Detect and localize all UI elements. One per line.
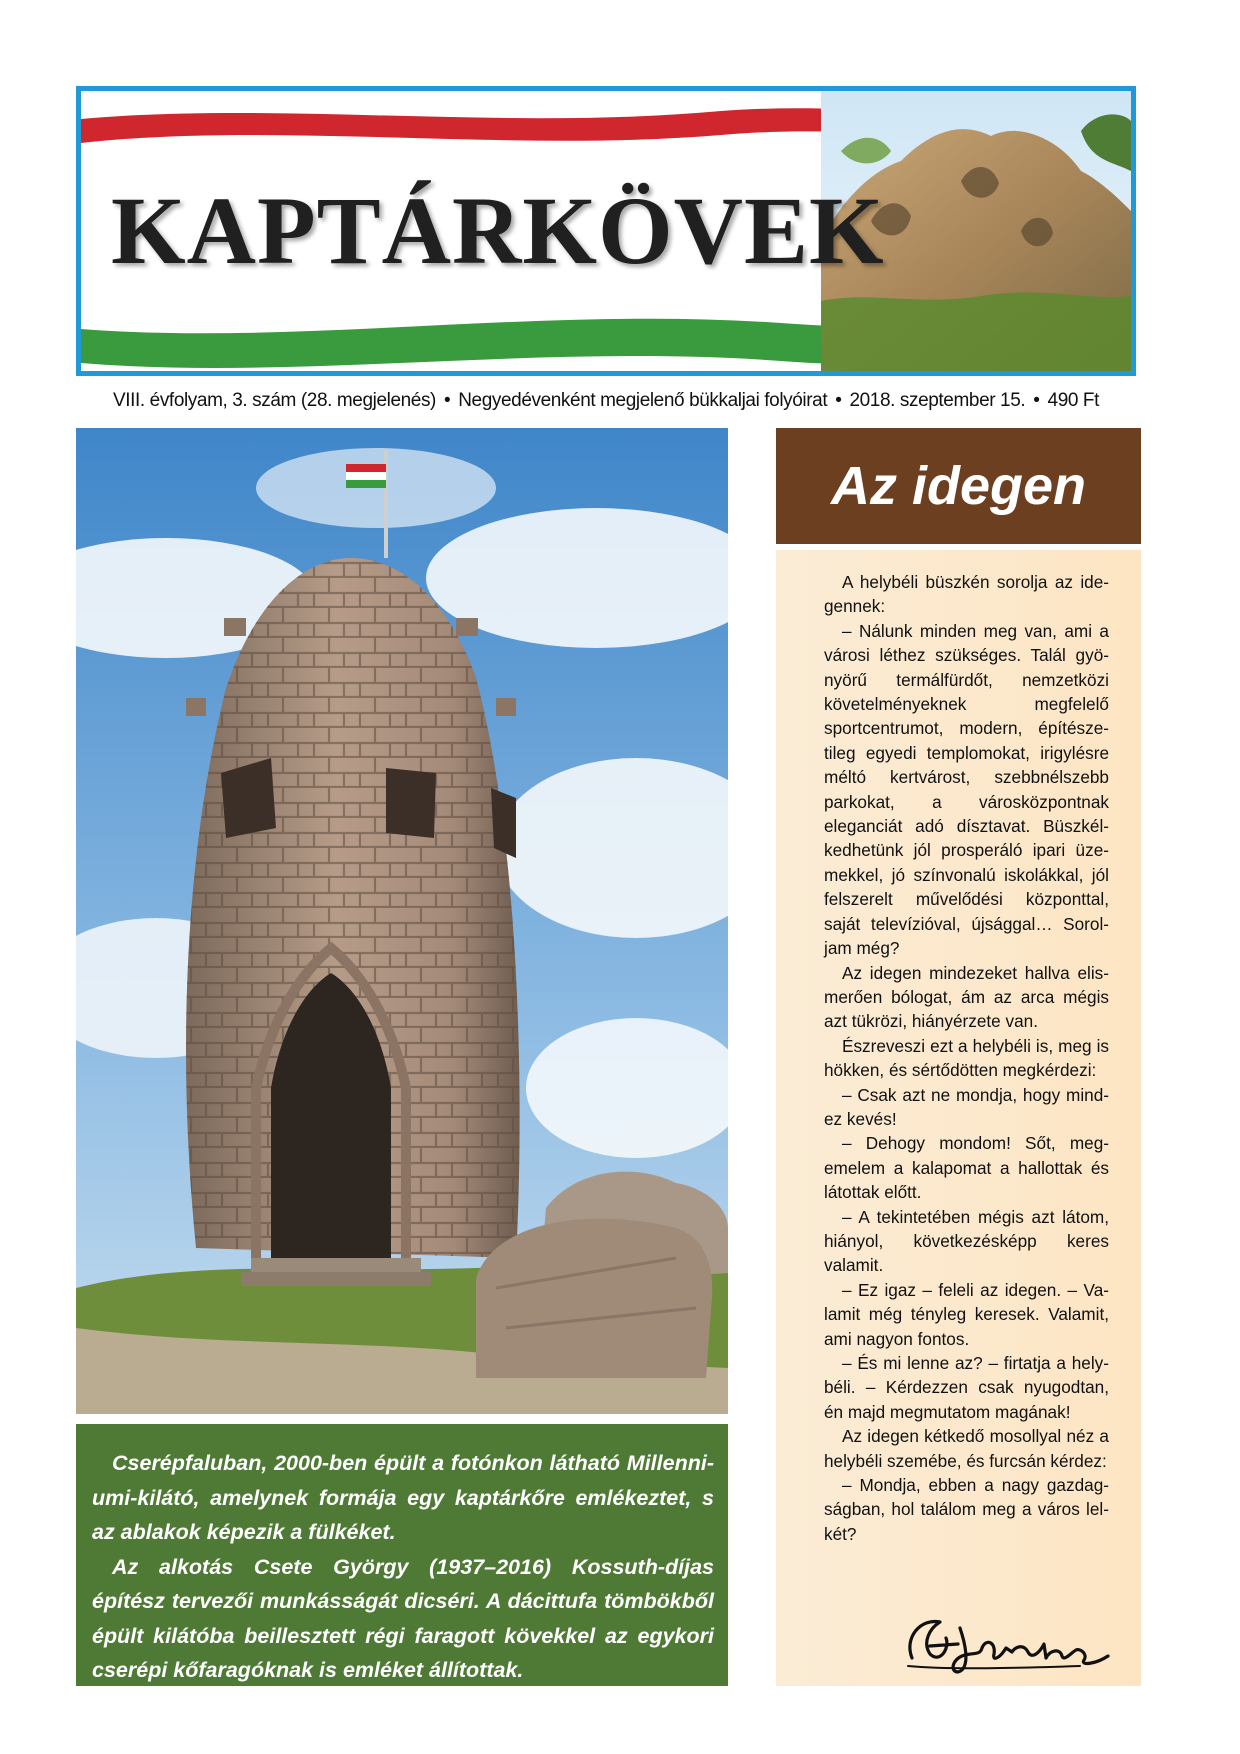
article-paragraph: – Csak azt ne mondja, hogy mindez kevés! <box>824 1084 1109 1129</box>
article-title: Az idegen <box>776 428 1141 544</box>
caption-paragraph: Cserépfaluban, 2000-ben épült a fotónkon látható Millenniumi-kilátó, amelynek formája egy kaptárkőre emlékeztet, s az ablakok képezik a fülkéket. <box>92 1451 714 1544</box>
article-paragraph: – A tekintetében mégis azt látom, hiányol, következésképp keres valamit. <box>824 1206 1109 1276</box>
issue-price: 490 Ft <box>1047 390 1099 411</box>
article-paragraph: A helybéli büszkén sorolja az idegennek: <box>824 572 1109 617</box>
separator-dot: • <box>443 390 451 411</box>
article-paragraph: – Mondja, ebben a nagy gazdagságban, hol találom meg a város lelkét? <box>824 1475 1109 1544</box>
caption-paragraph: Az alkotás Csete György (1937–2016) Kossuth-díjas építész tervezői munkásságát dicséri. A dácittufa tömbökből épült kilátóba beillesztett régi faragott kövekkel az egykori cserépi kőfaragóknak is emléket állítottak. <box>92 1554 714 1682</box>
separator-dot: • <box>835 390 842 411</box>
article-column <box>776 550 1141 1686</box>
article-paragraph: – Dehogy mondom! Sőt, megemelem a kalapomat a hallottak és látottak előtt. <box>824 1133 1109 1203</box>
article-paragraph: – Nálunk minden meg van, ami a városi léthez szükséges. Talál gyönyörű termálfürdőt, nemzetközi követelményeknek megfelelő sportcentrumot, modern, építészetileg egyedi templomokat, irigylésre méltó kertvárost, szebbnélszebb parkokat, a városközpontnak eleganciát adó dísztavat. Büszkélkedhetünk jól prosperáló ipari üzemekkel, jó színvonalú iskolákkal, jól felszerelt művelődési központtal, saját televízióval, újsággal… Soroljam még? <box>824 620 1109 959</box>
issue-volume: VIII. évfolyam, 3. szám (28. megjelenés) <box>113 390 436 411</box>
article-paragraph: Az idegen kétkedő mosollyal néz a helybéli szemébe, és furcsán kérdez: <box>824 1426 1109 1471</box>
article-paragraph: – Ez igaz – feleli az idegen. – Valamit még tényleg keresek. Valamit, ami nagyon fontos. <box>824 1279 1109 1349</box>
photo-caption <box>76 1424 728 1686</box>
article-paragraph: Az idegen mindezeket hallva elismerően bólogat, ám az arca mégis azt tükrözi, hiányérzete van. <box>824 962 1109 1032</box>
tower-photo <box>76 428 728 1414</box>
issue-info-line <box>76 390 1136 412</box>
issue-date: 2018. szeptember 15. <box>849 390 1026 411</box>
article-paragraph: – És mi lenne az? – firtatja a helybéli. – Kérdezzen csak nyugodtan, én majd megmutatom magának! <box>824 1353 1109 1422</box>
separator-dot: • <box>1033 390 1040 411</box>
masthead-logo: KAPTÁRKÖVEK <box>111 177 885 284</box>
author-signature <box>900 1608 1120 1678</box>
masthead <box>76 86 1136 376</box>
issue-description: Negyedévenként megjelenő bükkaljai folyóirat <box>458 390 828 411</box>
article-paragraph: Észreveszi ezt a helybéli is, meg is hökken, és sértődötten megkérdezi: <box>824 1035 1109 1081</box>
